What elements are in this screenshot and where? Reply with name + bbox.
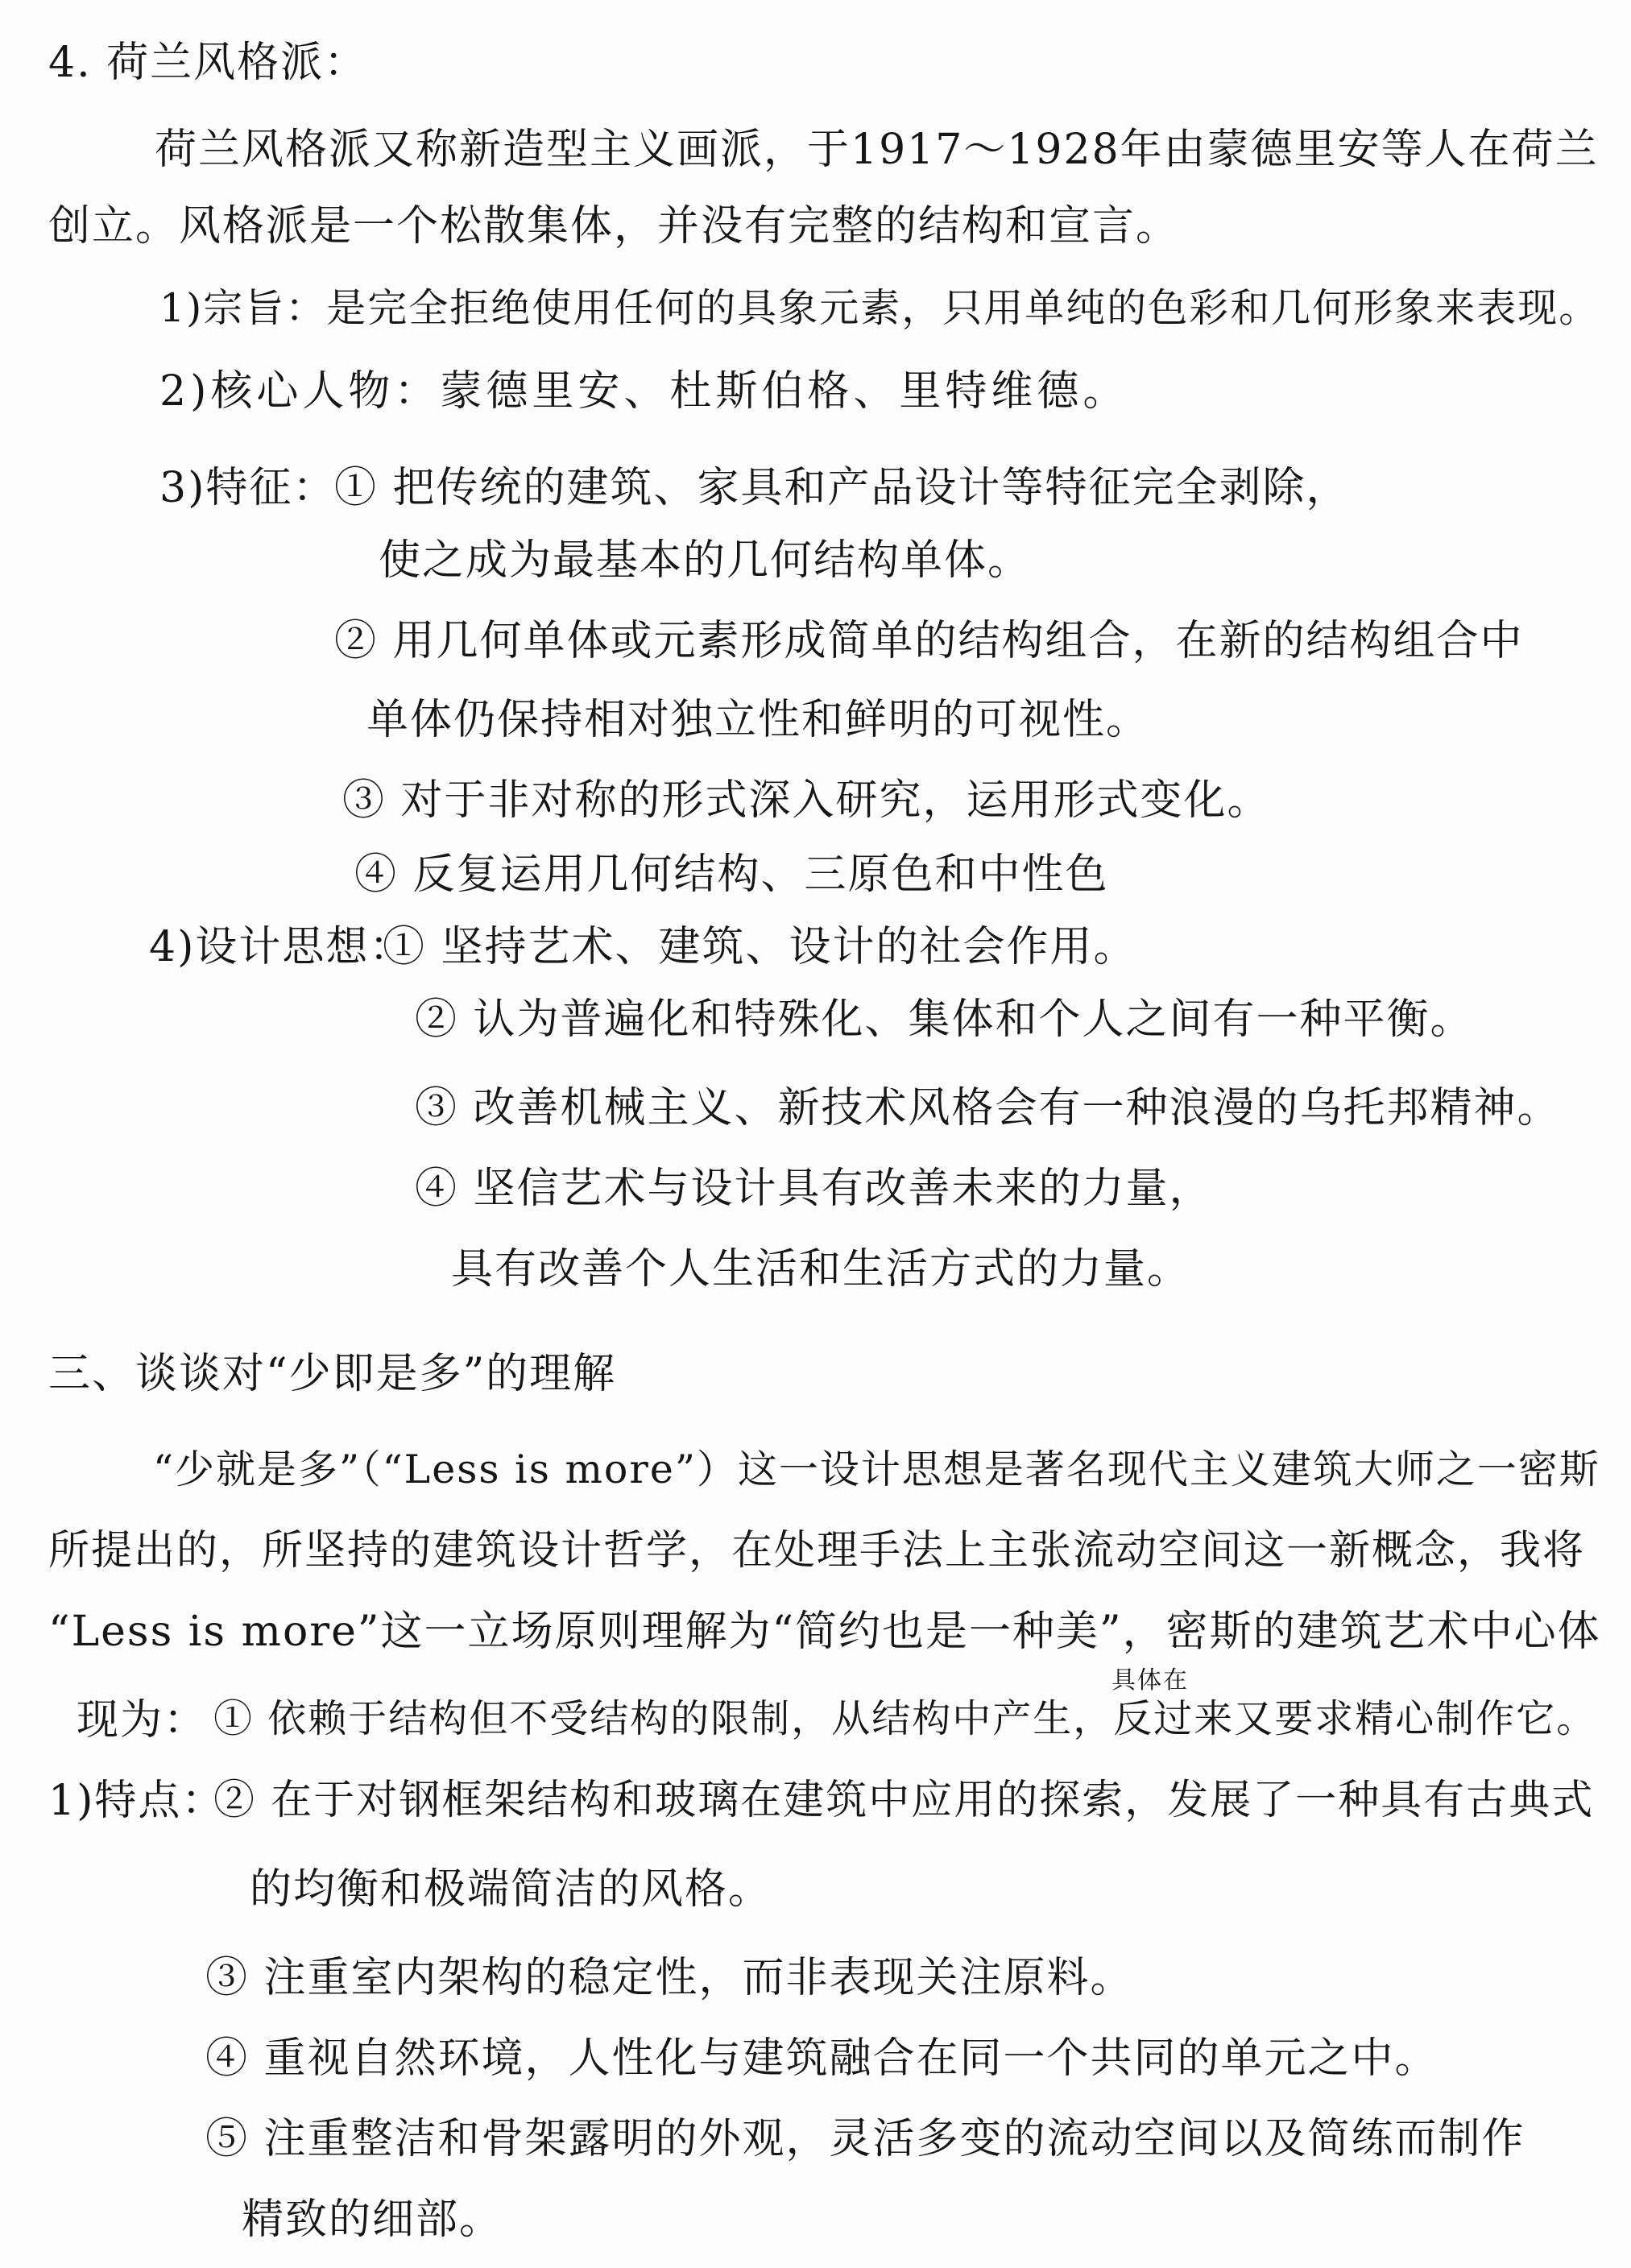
feature-1: ① 把传统的建筑、家具和产品设计等特征完全剥除， xyxy=(334,464,1350,512)
idea-4-cont: 具有改善个人生活和生活方式的力量。 xyxy=(451,1245,1191,1293)
feature-3: ③ 对于非对称的形式深入研究，运用形式变化。 xyxy=(342,776,1271,825)
purpose-line: 1)宗旨：是完全拒绝使用任何的具象元素，只用单纯的色彩和几何形象来表现。 xyxy=(159,285,1600,331)
figures-line: 2)核心人物：蒙德里安、杜斯伯格、里特维德。 xyxy=(159,367,1129,416)
idea-2: ② 认为普遍化和特殊化、集体和个人之间有一种平衡。 xyxy=(415,995,1474,1044)
intro-line-1: 荷兰风格派又称新造型主义画派，于1917～1928年由蒙德里安等人在荷兰 xyxy=(155,126,1599,174)
idea-3: ③ 改善机械主义、新技术风格会有一种浪漫的乌托邦精神。 xyxy=(415,1084,1561,1132)
idea-4: ④ 坚信艺术与设计具有改善未来的力量， xyxy=(415,1165,1213,1213)
trait-5-cont: 精致的细部。 xyxy=(242,2196,503,2244)
embody-label: 现为： xyxy=(77,1696,208,1744)
trait-2: ② 在于对钢框架结构和玻璃在建筑中应用的探索，发展了一种具有古典式 xyxy=(213,1777,1595,1824)
trait-4: ④ 重视自然环境，人性化与建筑融合在同一个共同的单元之中。 xyxy=(205,2034,1439,2083)
trait-3: ③ 注重室内架构的稳定性，而非表现关注原料。 xyxy=(205,1954,1134,2002)
trait-5: ⑤ 注重整洁和骨架露明的外观，灵活多变的流动空间以及简练而制作 xyxy=(205,2115,1525,2163)
traits-label: 1)特点： xyxy=(48,1777,226,1825)
insert-note: 具体在 xyxy=(1111,1666,1189,1695)
feature-1-cont: 使之成为最基本的几何结构单体。 xyxy=(379,536,1032,585)
para-line-1: “少就是多”（“Less is more”）这一设计思想是著名现代主义建筑大师之一密斯 xyxy=(153,1446,1600,1492)
features-label: 3)特征： xyxy=(159,464,337,512)
feature-4: ④ 反复运用几何结构、三原色和中性色 xyxy=(354,850,1109,899)
section-3-heading: 三、谈谈对“少即是多”的理解 xyxy=(48,1350,617,1398)
para-line-2: 所提出的，所坚持的建筑设计哲学，在处理手法上主张流动空间这一新概念，我将 xyxy=(48,1527,1586,1575)
feature-2-cont: 单体仍保持相对独立性和鲜明的可视性。 xyxy=(366,696,1150,744)
para-line-3: “Less is more”这一立场原则理解为“简约也是一种美”，密斯的建筑艺术中心体 xyxy=(48,1608,1601,1656)
section-4-heading: 4. 荷兰风格派： xyxy=(48,39,368,87)
idea-1: ① 坚持艺术、建筑、设计的社会作用。 xyxy=(383,923,1137,971)
trait-2-cont: 的均衡和极端简洁的风格。 xyxy=(250,1865,772,1914)
feature-2: ② 用几何单体或元素形成简单的结构组合，在新的结构组合中 xyxy=(334,617,1524,665)
ideas-label: 4)设计思想： xyxy=(149,923,413,971)
intro-line-2: 创立。风格派是一个松散集体，并没有完整的结构和宣言。 xyxy=(48,202,1180,250)
embody-first: ① 依赖于结构但不受结构的限制，从结构中产生，反过来又要求精心制作它。 xyxy=(213,1696,1597,1741)
